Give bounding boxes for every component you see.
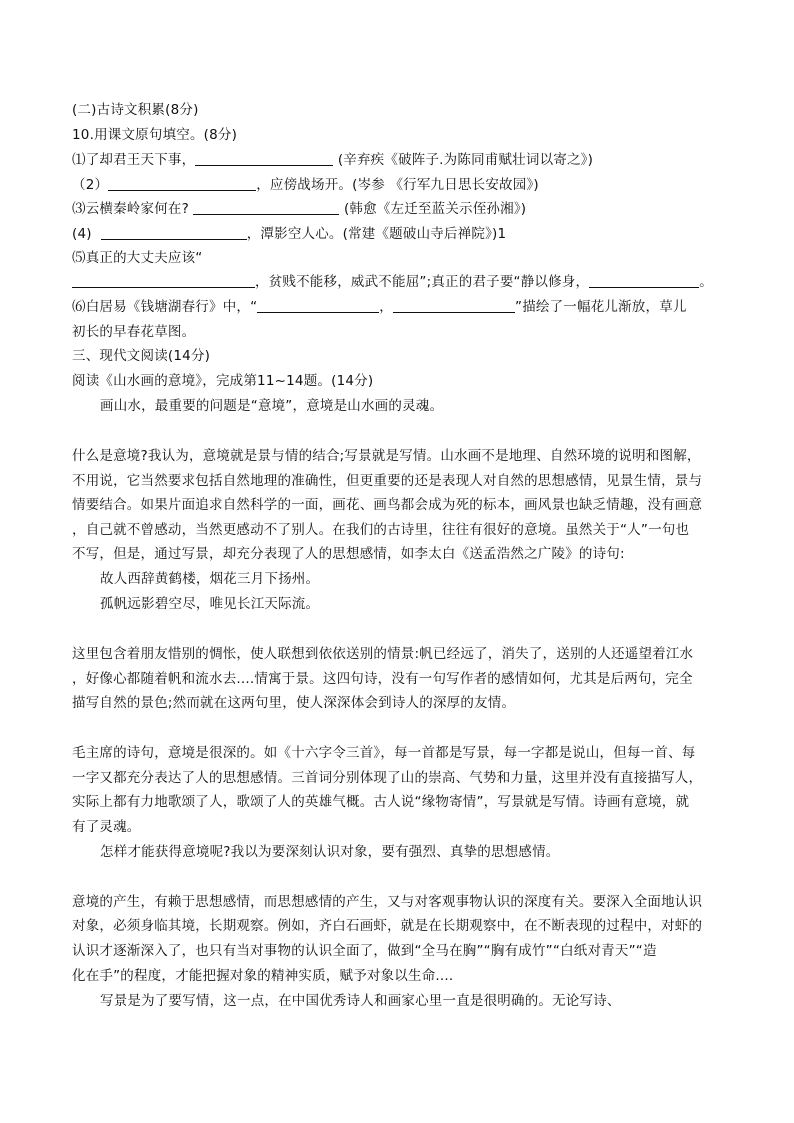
paragraph-3-line: 描写自然的景色;然而就在这两句里，使人深深体会到诗人的深厚的友情。	[72, 695, 516, 711]
q10-item-5-text: ，贫贱不能移，威武不能屈”;真正的君子要“静以修身，	[255, 274, 590, 290]
q10-item-3-text: ⑶云横秦岭家何在?	[72, 201, 189, 217]
paragraph-7: 写景是为了要写情，这一点，在中国优秀诗人和画家心里一直是很明确的。无论写诗、	[100, 993, 621, 1009]
paragraph-4-line: 有了灵魂。	[72, 819, 141, 835]
section-heading-poetry: (二)古诗文积累(8分)	[72, 102, 199, 118]
paragraph-2-line: 不用说，它当然要求包括自然地理的准确性，但更重要的还是表现人对自然的思想感情，见景生情，景与	[72, 473, 703, 489]
paragraph-2-line: 不写，但是，通过写景，却充分表现了人的思想感情，如李太白《送孟浩然之广陵》的诗句:	[72, 546, 625, 562]
paragraph-4-line: 实际上都有力地歌颂了人，歌颂了人的英雄气概。古人说“缘物寄情”，写景就是写情。诗画有意境，就	[72, 794, 690, 810]
q10-item-1-text: ⑴了却君王天下事，	[72, 152, 196, 168]
answer-blank[interactable]	[195, 151, 333, 166]
answer-blank[interactable]	[108, 176, 256, 191]
q10-item-6-line2: 初长的早春花草图。	[72, 324, 196, 340]
q10-item-6-line1	[72, 298, 687, 316]
q10-item-5-line1: ⑸真正的大丈夫应该“	[72, 250, 203, 266]
q10-item-6-comma: ，	[379, 299, 393, 315]
answer-blank[interactable]	[72, 273, 255, 288]
q10-item-5-end: 。	[699, 274, 713, 290]
paragraph-3-line: 这里包含着朋友惜别的惆怅，使人联想到依依送别的情景:帆已经远了，消失了，送别的人还遥望着江水	[72, 646, 694, 662]
q10-item-1-source: (辛弃疾《破阵子.为陈同甫赋壮词以寄之》)	[337, 152, 594, 168]
q10-item-4-text: ，潭影空人心。(常建《题破山寺后禅院》)1	[246, 226, 507, 242]
question-10-stem: 10.用课文原句填空。(8分)	[72, 127, 238, 143]
q10-item-4-number: (4)	[72, 226, 92, 242]
answer-blank[interactable]	[393, 298, 515, 313]
poem-line: 孤帆远影碧空尽，唯见长江天际流。	[100, 596, 320, 612]
q10-item-3	[72, 200, 526, 218]
q10-item-1	[72, 151, 593, 169]
q10-item-6-text: ⑹白居易《钱塘湖春行》中，“	[72, 299, 258, 315]
answer-blank[interactable]	[193, 200, 339, 215]
paragraph-2-line: ，自己就不曾感动，当然更感动不了别人。在我们的古诗里，往往有很好的意境。虽然关于“人”一句也	[72, 522, 690, 538]
paragraph-6-line: 意境的产生，有赖于思想感情，而思想感情的产生，又与对客观事物认识的深度有关。要深入全面地认识	[72, 894, 703, 910]
paragraph-1: 画山水，最重要的问题是“意境”，意境是山水画的灵魂。	[100, 398, 444, 414]
paragraph-2-line: 情要结合。如果片面追求自然科学的一面，画花、画鸟都会成为死的标本，画风景也缺乏情趣，没有画意	[72, 497, 703, 513]
paragraph-4-line: 毛主席的诗句，意境是很深的。如《十六字令三首》，每一首都是写景，每一字都是说山，但每一首、每	[72, 745, 696, 761]
paragraph-6-line: 对象，必须身临其境，长期观察。例如，齐白石画虾，就是在长期观察中，在不断表现的过程中，对虾的	[72, 918, 703, 934]
paragraph-6-line: 化在手”的程度，才能把握对象的精神实质，赋予对象以生命....	[72, 968, 454, 984]
q10-item-5-line2	[72, 273, 713, 291]
answer-blank[interactable]	[257, 298, 379, 313]
paragraph-3-line: ，好像心都随着帆和流水去....情寓于景。这四句诗，没有一句写作者的感情如何，尤其是后两句，完全	[72, 671, 693, 687]
answer-blank[interactable]	[101, 225, 247, 240]
section-heading-reading: 三、现代文阅读(14分)	[72, 348, 211, 364]
q10-item-2	[72, 176, 539, 194]
answer-blank[interactable]	[589, 273, 699, 288]
paragraph-5: 怎样才能获得意境呢?我以为要深刻认识对象，要有强烈、真挚的思想感情。	[100, 844, 560, 860]
paragraph-6-line: 认识才逐渐深入了，也只有当对事物的认识全面了，做到“全马在胸”“胸有成竹”“白纸对青天”“造	[72, 943, 657, 959]
paragraph-4-line: 一字又都充分表达了人的思想感情。三首词分别体现了山的崇高、气势和力量，这里并没有直接描写人，	[72, 770, 703, 786]
poem-line: 故人西辞黄鹤楼，烟花三月下扬州。	[100, 571, 320, 587]
q10-item-3-source: (韩愈《左迁至蓝关示侄孙湘》)	[343, 201, 527, 217]
q10-item-2-number: （2）	[72, 177, 109, 193]
q10-item-2-text: ，应傍战场开。(岑参 《行军九日思长安故园》)	[256, 177, 539, 193]
q10-item-6-suffix: ”描绘了一幅花儿渐放，草儿	[515, 299, 687, 315]
q10-item-4	[72, 225, 506, 243]
paragraph-2-line: 什么是意境?我认为，意境就是景与情的结合;写景就是写情。山水画不是地理、自然环境的说明和图解，	[72, 448, 701, 464]
reading-instructions: 阅读《山水画的意境》，完成第11~14题。(14分)	[72, 373, 374, 389]
